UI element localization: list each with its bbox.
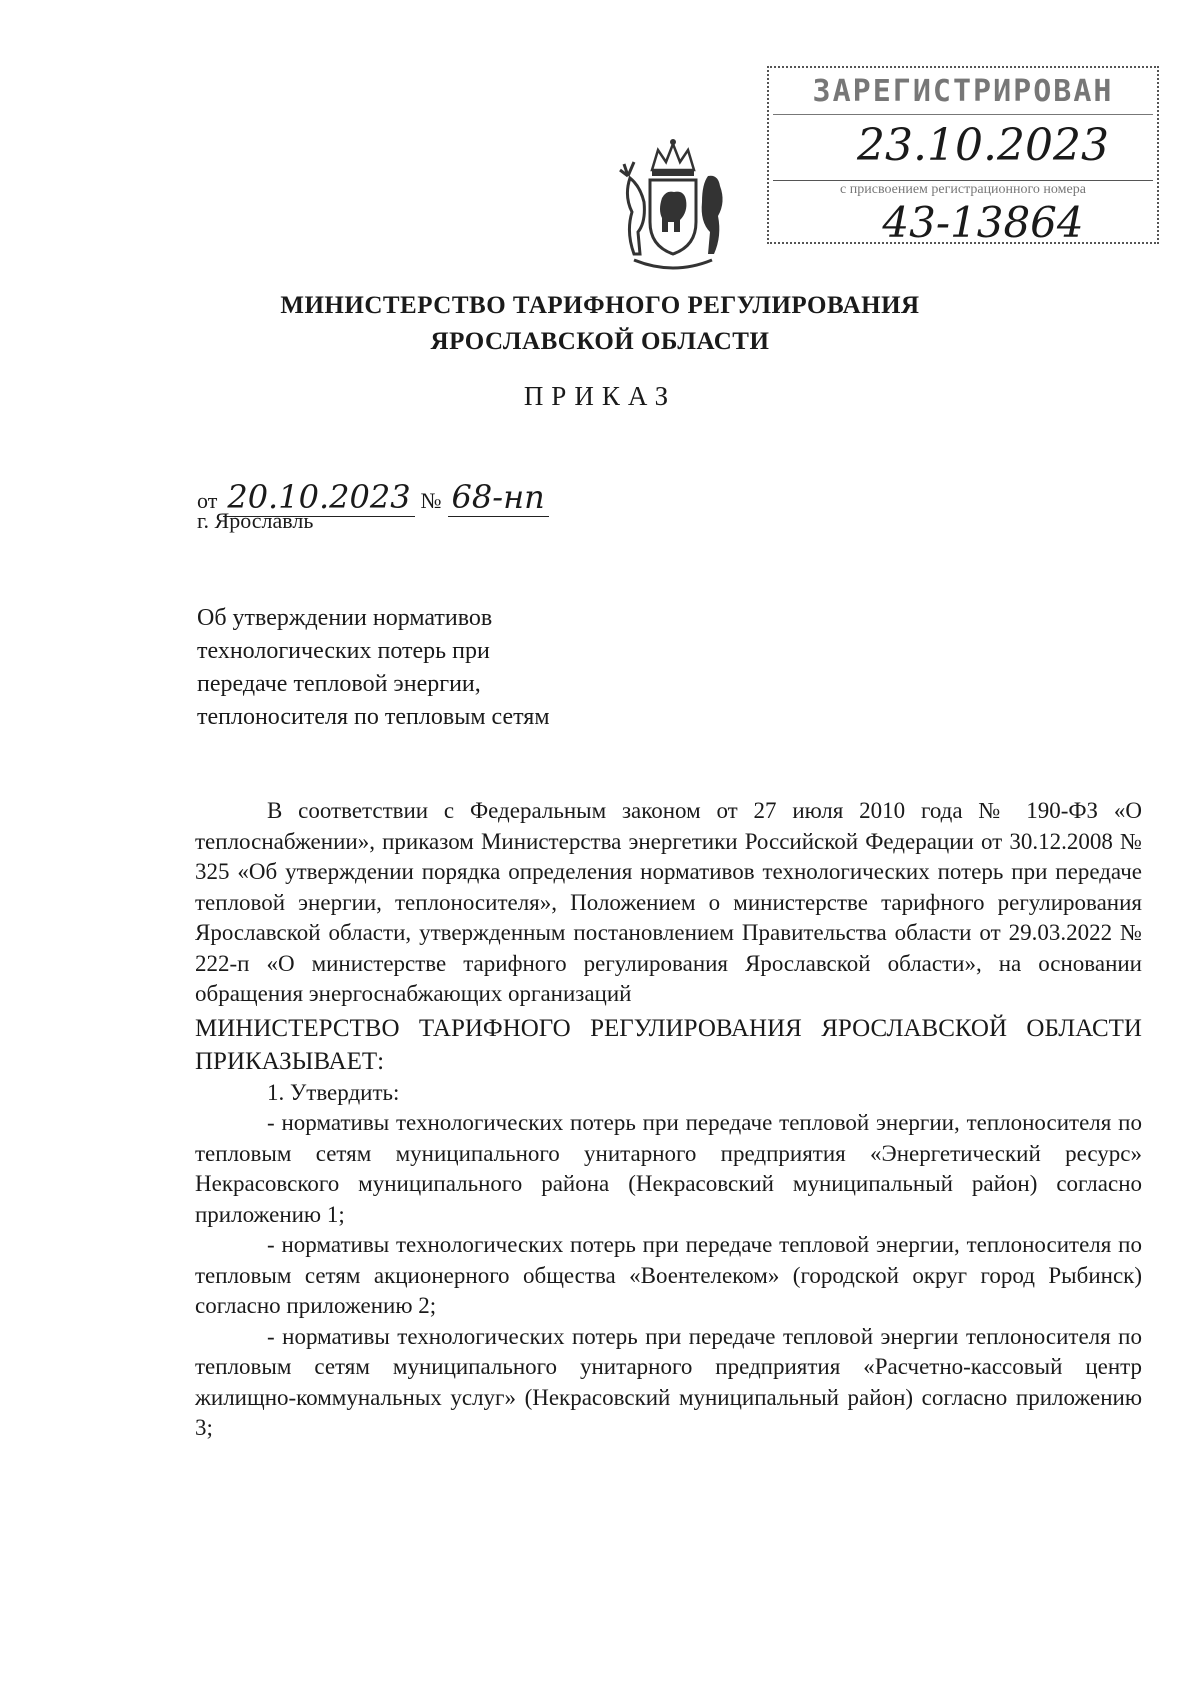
coat-of-arms-icon	[614, 136, 732, 276]
subject-line: технологических потерь при	[197, 638, 490, 664]
stamp-caption: с присвоением регистрационного номера	[773, 180, 1153, 198]
stamp-divider	[773, 114, 1153, 115]
order-city: г. Ярославль	[197, 508, 314, 533]
ministry-heading	[0, 288, 1200, 360]
ministry-heading-line2: ЯРОСЛАВСКОЙ ОБЛАСТИ	[430, 328, 770, 355]
order-number-label: №	[420, 488, 442, 513]
ministry-orders-heading: МИНИСТЕРСТВО ТАРИФНОГО РЕГУЛИРОВАНИЯ ЯРОСЛАВСКОЙ ОБЛАСТИ ПРИКАЗЫВАЕТ:	[195, 1014, 1142, 1075]
stamp-date: 23.10.2023	[857, 120, 1109, 171]
document-type: ПРИКАЗ	[523, 381, 677, 411]
preamble-paragraph: В соответствии с Федеральным законом от 27 июля 2010 года № 190-ФЗ «О теплоснабжении», приказом Министерства энергетики Российской Федерации от 30.12.2008 № 325 «Об утверждении порядка определения нормативов технологических потерь при передаче тепловой энергии, теплоносителя», Положением о министерстве тарифного регулирования Ярославской области, утвержденным постановлением Правительства области от 29.03.2022 № 222-п «О министерстве тарифного регулирования Ярославской области», на основании обращения энергоснабжающих организаций	[195, 798, 1142, 1006]
stamp-title: ЗАРЕГИСТРИРОВАН	[812, 74, 1114, 109]
subject-line: передаче тепловой энергии,	[197, 671, 481, 697]
ministry-heading-line1: МИНИСТЕРСТВО ТАРИФНОГО РЕГУЛИРОВАНИЯ	[280, 292, 920, 319]
subject-line: теплоносителя по тепловым сетям	[197, 704, 550, 730]
stamp-number: 43-13864	[882, 198, 1084, 247]
subject-line: Об утверждении нормативов	[197, 605, 493, 631]
order-subject	[197, 602, 550, 734]
item-1: 1. Утвердить:	[267, 1079, 400, 1105]
item-1-dash-2: - нормативы технологических потерь при передаче тепловой энергии, теплоносителя по тепловым сетям акционерного общества «Воентелеком» (городской округ город Рыбинск) согласно приложению 2;	[195, 1232, 1142, 1318]
registration-stamp	[767, 66, 1159, 247]
order-body	[195, 796, 1142, 1444]
order-date: 20.10.2023	[223, 478, 414, 517]
item-1-dash-1: - нормативы технологических потерь при передаче тепловой энергии, теплоносителя по тепловым сетям муниципального унитарного предприятия «Энергетический ресурс» Некрасовского муниципального района (Некрасовский муниципальный район) согласно приложению 1;	[195, 1110, 1142, 1227]
item-1-dash-3: - нормативы технологических потерь при передаче тепловой энергии теплоносителя по тепловым сетям муниципального унитарного предприятия «Расчетно-кассовый центр жилищно-коммунальных услуг» (Некрасовский муниципальный район) согласно приложению 3;	[195, 1323, 1142, 1440]
order-from-label: от	[197, 488, 218, 513]
order-number: 68-нп	[448, 478, 549, 517]
